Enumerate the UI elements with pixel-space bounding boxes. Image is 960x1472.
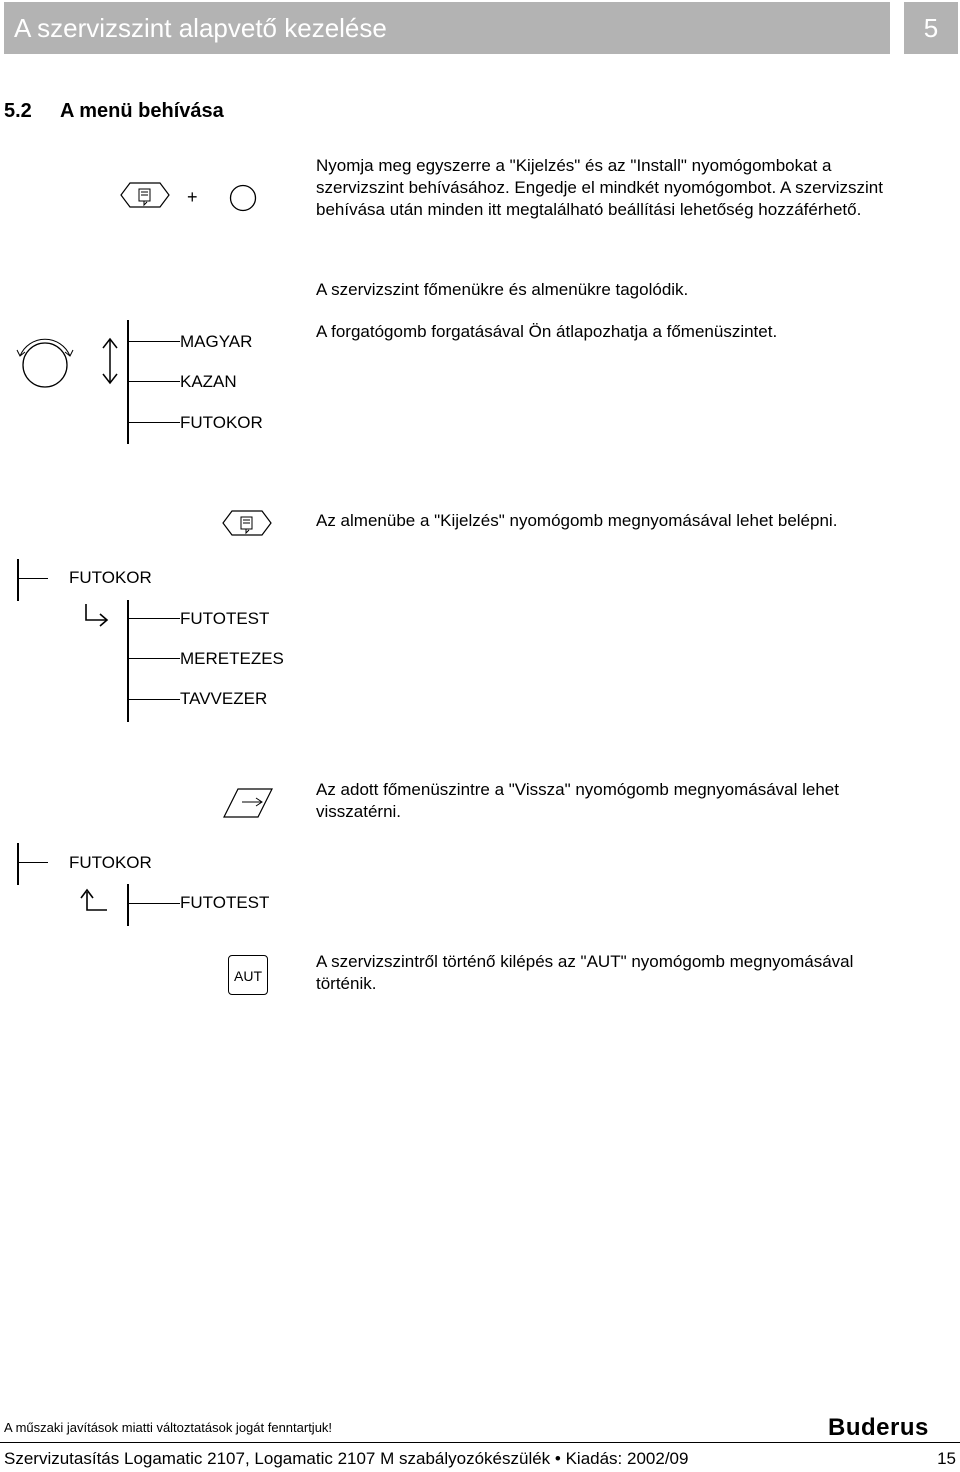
parent-menu-item: FUTOKOR (69, 568, 152, 587)
step2-text-rotary: A forgatógomb forgatásával Ön átlapozhatja a főmenüszintet. (316, 322, 778, 341)
step5-text: A szervizszintről történő kilépés az "AUT" nyomógomb megnyomásával történik. (316, 952, 854, 993)
plus-sign: + (187, 187, 198, 207)
submenu-tree-line (127, 884, 129, 926)
submenu-branch (128, 618, 180, 619)
submenu-item: TAVVEZER (180, 689, 268, 708)
parent-tree-line (17, 843, 19, 885)
enter-arrow-icon (82, 602, 112, 630)
submenu-item: MERETEZES (180, 649, 284, 668)
step3-text: Az almenübe a "Kijelzés" nyomógomb megnyomásával lehet belépni. (316, 511, 838, 530)
section-title (4, 100, 224, 123)
page-number: 15 (937, 1449, 956, 1468)
parent-branch (18, 578, 48, 579)
parent-tree-line (17, 559, 19, 601)
main-menu-item: MAGYAR (180, 332, 253, 351)
footer-divider (0, 1442, 960, 1443)
menu-branch (128, 341, 180, 342)
parent-branch (18, 862, 48, 863)
step4-text: Az adott főmenüszintre a "Vissza" nyomógomb megnyomásával lehet visszatérni. (316, 780, 839, 821)
menu-branch (128, 381, 180, 382)
return-arrow-icon (80, 886, 110, 914)
chapter-number: 5 (904, 2, 958, 54)
main-menu-item: KAZAN (180, 372, 237, 391)
menu-branch (128, 422, 180, 423)
brand-logo: Buderus (828, 1414, 929, 1441)
submenu-item: FUTOTEST (180, 893, 270, 912)
submenu-branch (128, 699, 180, 700)
footer-document: Szervizutasítás Logamatic 2107, Logamatic 2107 M szabályozókészülék • Kiadás: 2002/09 (4, 1449, 689, 1468)
step2-text-structure: A szervizszint főmenükre és almenükre tagolódik. (316, 280, 689, 299)
rotary-knob-icon (14, 332, 76, 394)
submenu-branch (128, 658, 180, 659)
page-header-title: A szervizszint alapvető kezelése (4, 2, 890, 54)
parent-menu-item: FUTOKOR (69, 853, 152, 872)
section-heading: A menü behívása (60, 100, 224, 122)
back-key-icon (222, 786, 274, 820)
submenu-branch (128, 903, 180, 904)
step1-text: Nyomja meg egyszerre a "Kijelzés" és az "Install" nyomógombokat a szervizszint behívásához. Engedje el mindkét nyomógombot. A szervizszint behívása után minden itt megtalálható beállítási lehetőség hozzáférhető. (316, 156, 883, 219)
aut-key-icon: AUT (228, 955, 268, 995)
section-number: 5.2 (4, 100, 32, 122)
scroll-arrow-icon (100, 336, 120, 386)
display-key-icon (222, 510, 272, 536)
display-key-icon (120, 182, 170, 208)
submenu-item: FUTOTEST (180, 609, 270, 628)
install-key-icon (229, 184, 257, 212)
footer-note: A műszaki javítások miatti változtatások jogát fenntartjuk! (4, 1420, 333, 1435)
main-menu-item: FUTOKOR (180, 413, 263, 432)
menu-tree-line (127, 320, 129, 444)
